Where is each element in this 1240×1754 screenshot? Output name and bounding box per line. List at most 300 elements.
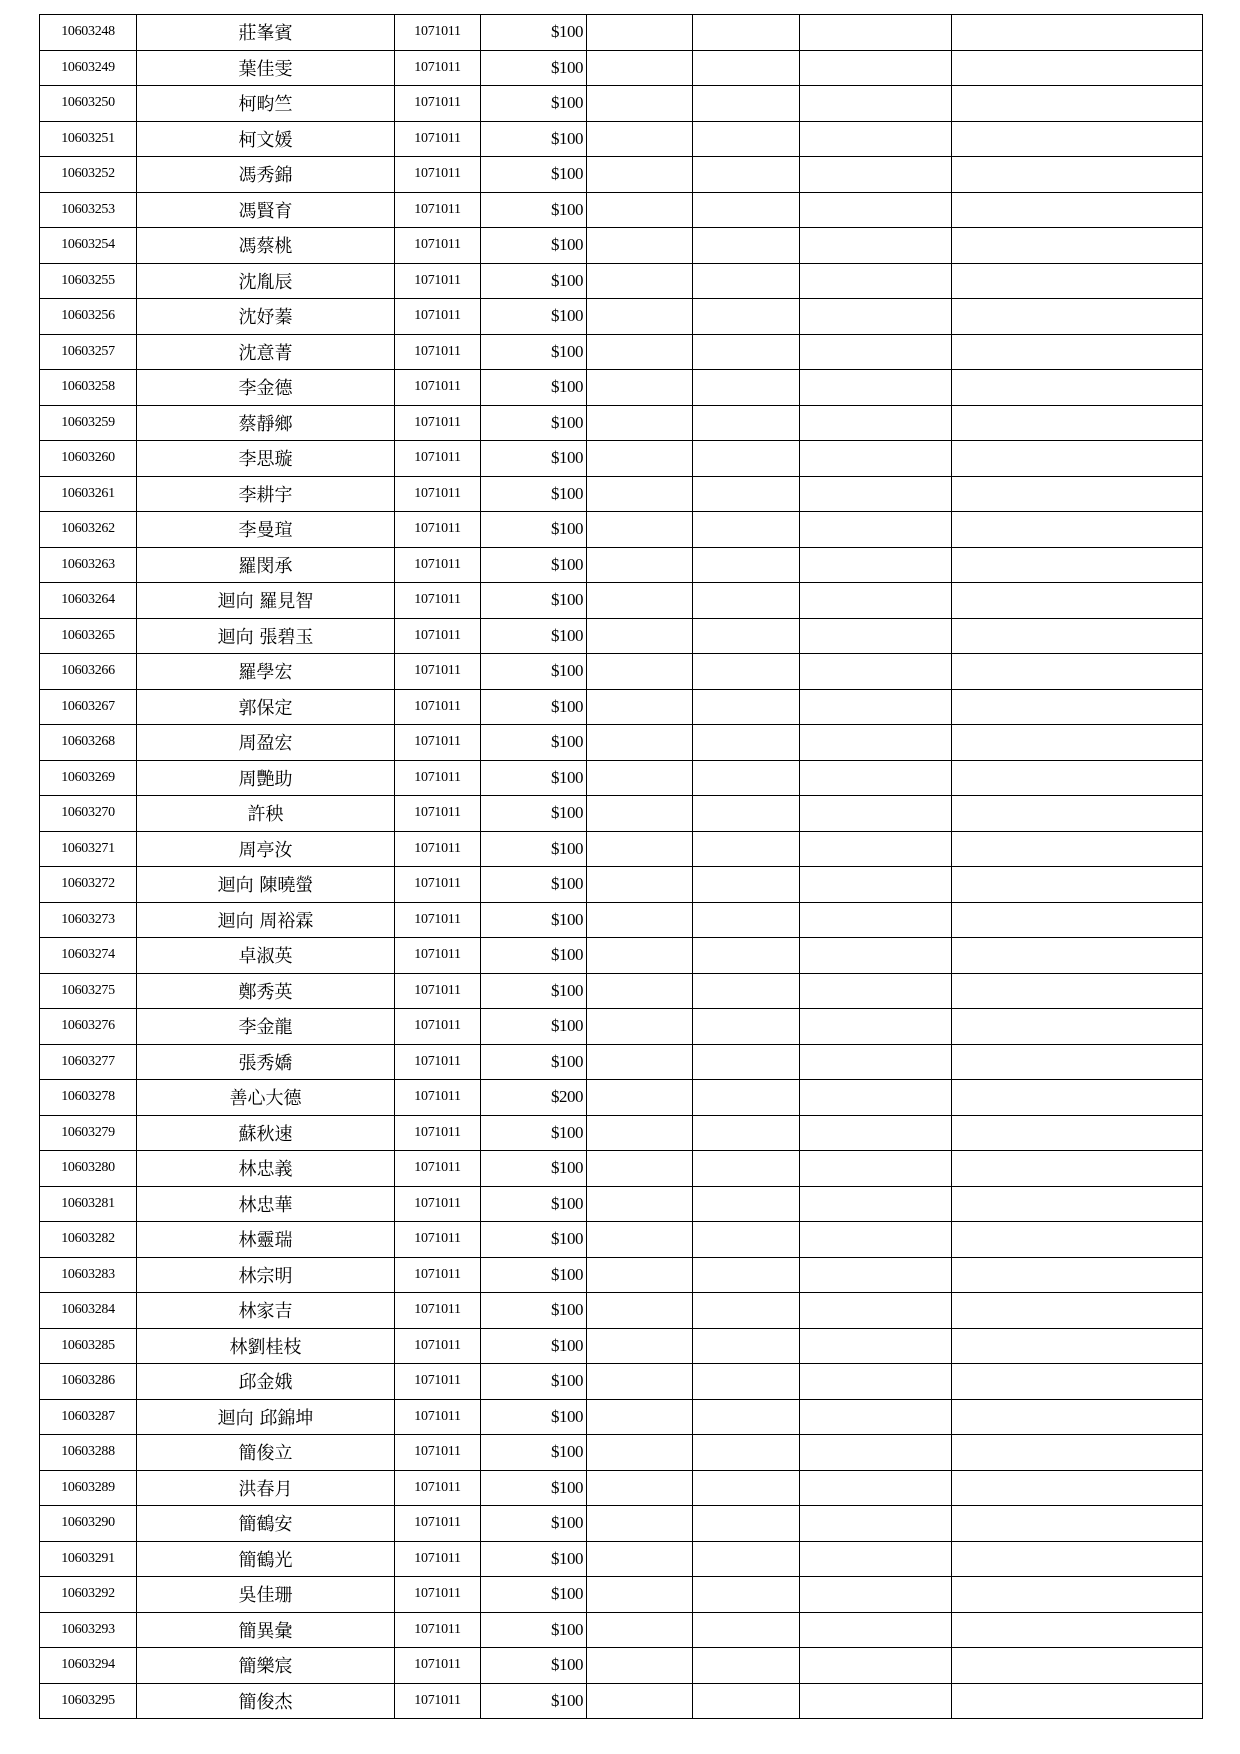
table-row — [40, 157, 1203, 193]
donation-date: 1071011 — [395, 1648, 481, 1684]
empty-cell — [587, 1257, 693, 1293]
empty-cell — [952, 86, 1203, 122]
empty-cell — [693, 618, 800, 654]
table-row — [40, 1080, 1203, 1116]
donor-name: 林靈瑞 — [137, 1222, 395, 1258]
empty-cell — [693, 121, 800, 157]
donation-date: 1071011 — [395, 441, 481, 477]
empty-cell — [587, 263, 693, 299]
empty-cell — [800, 1009, 952, 1045]
empty-cell — [800, 725, 952, 761]
empty-cell — [952, 938, 1203, 974]
table-row — [40, 121, 1203, 157]
receipt-id: 10603272 — [40, 867, 137, 903]
donation-date: 1071011 — [395, 1541, 481, 1577]
empty-cell — [587, 725, 693, 761]
empty-cell — [693, 938, 800, 974]
donation-date: 1071011 — [395, 157, 481, 193]
empty-cell — [952, 50, 1203, 86]
empty-cell — [952, 583, 1203, 619]
receipt-id: 10603255 — [40, 263, 137, 299]
empty-cell — [800, 902, 952, 938]
table-row — [40, 299, 1203, 335]
donor-name: 吳佳珊 — [137, 1577, 395, 1613]
receipt-id: 10603285 — [40, 1328, 137, 1364]
receipt-id: 10603260 — [40, 441, 137, 477]
empty-cell — [587, 441, 693, 477]
receipt-id: 10603295 — [40, 1683, 137, 1719]
table-row — [40, 831, 1203, 867]
donation-date: 1071011 — [395, 1151, 481, 1187]
empty-cell — [952, 157, 1203, 193]
empty-cell — [587, 1222, 693, 1258]
donation-date: 1071011 — [395, 192, 481, 228]
table-row — [40, 1364, 1203, 1400]
donor-name: 馮賢育 — [137, 192, 395, 228]
empty-cell — [800, 1683, 952, 1719]
table-row — [40, 973, 1203, 1009]
donation-date: 1071011 — [395, 512, 481, 548]
donation-amount: $100 — [481, 725, 587, 761]
empty-cell — [800, 654, 952, 690]
empty-cell — [800, 1293, 952, 1329]
empty-cell — [952, 902, 1203, 938]
empty-cell — [952, 725, 1203, 761]
empty-cell — [800, 1080, 952, 1116]
empty-cell — [693, 228, 800, 264]
donor-name: 周亭汝 — [137, 831, 395, 867]
receipt-id: 10603288 — [40, 1435, 137, 1471]
donor-name: 林宗明 — [137, 1257, 395, 1293]
empty-cell — [587, 121, 693, 157]
donor-name: 善心大德 — [137, 1080, 395, 1116]
empty-cell — [587, 1328, 693, 1364]
receipt-id: 10603254 — [40, 228, 137, 264]
empty-cell — [693, 1399, 800, 1435]
donation-amount: $100 — [481, 1328, 587, 1364]
receipt-id: 10603269 — [40, 760, 137, 796]
receipt-id: 10603253 — [40, 192, 137, 228]
empty-cell — [693, 1115, 800, 1151]
empty-cell — [587, 654, 693, 690]
receipt-id: 10603290 — [40, 1506, 137, 1542]
table-row — [40, 334, 1203, 370]
receipt-id: 10603259 — [40, 405, 137, 441]
donor-name: 莊峯賓 — [137, 15, 395, 51]
donation-date: 1071011 — [395, 1222, 481, 1258]
donation-amount: $100 — [481, 1257, 587, 1293]
empty-cell — [587, 1293, 693, 1329]
donation-date: 1071011 — [395, 1009, 481, 1045]
receipt-id: 10603252 — [40, 157, 137, 193]
table-row — [40, 902, 1203, 938]
table-row — [40, 370, 1203, 406]
empty-cell — [693, 86, 800, 122]
empty-cell — [952, 973, 1203, 1009]
donor-name: 簡俊杰 — [137, 1683, 395, 1719]
donation-amount: $100 — [481, 228, 587, 264]
table-row — [40, 583, 1203, 619]
table-row — [40, 228, 1203, 264]
empty-cell — [952, 760, 1203, 796]
donation-date: 1071011 — [395, 1044, 481, 1080]
empty-cell — [952, 1506, 1203, 1542]
receipt-id: 10603271 — [40, 831, 137, 867]
donation-amount: $100 — [481, 583, 587, 619]
empty-cell — [587, 1648, 693, 1684]
empty-cell — [587, 973, 693, 1009]
empty-cell — [693, 299, 800, 335]
empty-cell — [800, 760, 952, 796]
table-row — [40, 1648, 1203, 1684]
receipt-id: 10603265 — [40, 618, 137, 654]
empty-cell — [952, 1151, 1203, 1187]
empty-cell — [800, 1186, 952, 1222]
empty-cell — [693, 867, 800, 903]
donation-amount: $100 — [481, 1612, 587, 1648]
donation-date: 1071011 — [395, 1612, 481, 1648]
empty-cell — [952, 405, 1203, 441]
empty-cell — [587, 334, 693, 370]
donation-amount: $100 — [481, 796, 587, 832]
empty-cell — [800, 1044, 952, 1080]
donor-name: 簡異彙 — [137, 1612, 395, 1648]
empty-cell — [587, 1470, 693, 1506]
empty-cell — [693, 1328, 800, 1364]
donation-amount: $100 — [481, 50, 587, 86]
empty-cell — [587, 86, 693, 122]
donor-name: 簡鶴安 — [137, 1506, 395, 1542]
receipt-id: 10603261 — [40, 476, 137, 512]
empty-cell — [693, 1151, 800, 1187]
donation-date: 1071011 — [395, 1399, 481, 1435]
empty-cell — [952, 1257, 1203, 1293]
donation-date: 1071011 — [395, 1683, 481, 1719]
empty-cell — [800, 1541, 952, 1577]
table-row — [40, 86, 1203, 122]
receipt-id: 10603263 — [40, 547, 137, 583]
receipt-id: 10603262 — [40, 512, 137, 548]
table-row — [40, 1683, 1203, 1719]
empty-cell — [587, 50, 693, 86]
donor-name: 沈意菁 — [137, 334, 395, 370]
table-row — [40, 1044, 1203, 1080]
empty-cell — [800, 1470, 952, 1506]
donation-date: 1071011 — [395, 334, 481, 370]
donor-name: 卓淑英 — [137, 938, 395, 974]
empty-cell — [587, 1009, 693, 1045]
empty-cell — [693, 512, 800, 548]
empty-cell — [587, 192, 693, 228]
empty-cell — [587, 547, 693, 583]
table-row — [40, 15, 1203, 51]
empty-cell — [952, 334, 1203, 370]
donor-name: 洪春月 — [137, 1470, 395, 1506]
donation-amount: $100 — [481, 1435, 587, 1471]
donation-date: 1071011 — [395, 476, 481, 512]
empty-cell — [800, 583, 952, 619]
donor-name: 蔡靜鄉 — [137, 405, 395, 441]
empty-cell — [587, 405, 693, 441]
table-row — [40, 1009, 1203, 1045]
empty-cell — [800, 938, 952, 974]
donation-amount: $100 — [481, 405, 587, 441]
donation-amount: $100 — [481, 512, 587, 548]
empty-cell — [952, 263, 1203, 299]
empty-cell — [693, 15, 800, 51]
table-row — [40, 938, 1203, 974]
empty-cell — [587, 228, 693, 264]
empty-cell — [693, 547, 800, 583]
empty-cell — [952, 1399, 1203, 1435]
empty-cell — [800, 299, 952, 335]
donor-name: 周盈宏 — [137, 725, 395, 761]
donation-amount: $100 — [481, 263, 587, 299]
donation-amount: $100 — [481, 831, 587, 867]
donor-name: 李耕宇 — [137, 476, 395, 512]
empty-cell — [952, 689, 1203, 725]
donor-name: 張秀嬌 — [137, 1044, 395, 1080]
donation-date: 1071011 — [395, 689, 481, 725]
donation-date: 1071011 — [395, 1186, 481, 1222]
empty-cell — [693, 1648, 800, 1684]
receipt-id: 10603287 — [40, 1399, 137, 1435]
empty-cell — [587, 15, 693, 51]
donation-amount: $100 — [481, 192, 587, 228]
donation-amount: $100 — [481, 938, 587, 974]
donation-date: 1071011 — [395, 1257, 481, 1293]
empty-cell — [800, 157, 952, 193]
table-row — [40, 1612, 1203, 1648]
table-row — [40, 1399, 1203, 1435]
empty-cell — [587, 157, 693, 193]
donor-name: 柯畇竺 — [137, 86, 395, 122]
receipt-id: 10603286 — [40, 1364, 137, 1400]
receipt-id: 10603267 — [40, 689, 137, 725]
donation-date: 1071011 — [395, 121, 481, 157]
empty-cell — [800, 689, 952, 725]
donation-amount: $100 — [481, 1364, 587, 1400]
donation-amount: $100 — [481, 1541, 587, 1577]
empty-cell — [952, 15, 1203, 51]
donor-name: 周艷助 — [137, 760, 395, 796]
empty-cell — [800, 796, 952, 832]
donation-date: 1071011 — [395, 938, 481, 974]
donation-date: 1071011 — [395, 370, 481, 406]
table-row — [40, 1257, 1203, 1293]
donation-amount: $100 — [481, 1222, 587, 1258]
empty-cell — [952, 1577, 1203, 1613]
table-row — [40, 1293, 1203, 1329]
empty-cell — [587, 1044, 693, 1080]
donation-amount: $100 — [481, 1115, 587, 1151]
donation-amount: $100 — [481, 299, 587, 335]
empty-cell — [952, 1044, 1203, 1080]
empty-cell — [693, 1293, 800, 1329]
donation-amount: $100 — [481, 1044, 587, 1080]
empty-cell — [800, 334, 952, 370]
table-row — [40, 547, 1203, 583]
empty-cell — [800, 405, 952, 441]
donation-date: 1071011 — [395, 1293, 481, 1329]
table-row — [40, 441, 1203, 477]
donation-date: 1071011 — [395, 15, 481, 51]
empty-cell — [693, 902, 800, 938]
empty-cell — [800, 370, 952, 406]
donation-date: 1071011 — [395, 1577, 481, 1613]
donation-rows — [40, 15, 1203, 1719]
empty-cell — [952, 1080, 1203, 1116]
empty-cell — [587, 796, 693, 832]
table-row — [40, 725, 1203, 761]
table-row — [40, 654, 1203, 690]
table-row — [40, 1328, 1203, 1364]
empty-cell — [587, 1506, 693, 1542]
receipt-id: 10603291 — [40, 1541, 137, 1577]
empty-cell — [800, 228, 952, 264]
table-row — [40, 760, 1203, 796]
donation-date: 1071011 — [395, 1435, 481, 1471]
donor-name: 簡俊立 — [137, 1435, 395, 1471]
donor-name: 馮蔡桃 — [137, 228, 395, 264]
table-row — [40, 1222, 1203, 1258]
receipt-id: 10603281 — [40, 1186, 137, 1222]
receipt-id: 10603276 — [40, 1009, 137, 1045]
receipt-id: 10603249 — [40, 50, 137, 86]
empty-cell — [587, 1115, 693, 1151]
donation-amount: $100 — [481, 547, 587, 583]
donation-date: 1071011 — [395, 1470, 481, 1506]
donor-name: 李金龍 — [137, 1009, 395, 1045]
empty-cell — [587, 618, 693, 654]
empty-cell — [800, 192, 952, 228]
table-row — [40, 1186, 1203, 1222]
empty-cell — [693, 583, 800, 619]
empty-cell — [693, 50, 800, 86]
empty-cell — [952, 796, 1203, 832]
empty-cell — [800, 1648, 952, 1684]
empty-cell — [587, 1683, 693, 1719]
donation-amount: $100 — [481, 476, 587, 512]
donor-name: 李曼瑄 — [137, 512, 395, 548]
donation-amount: $100 — [481, 334, 587, 370]
empty-cell — [587, 370, 693, 406]
receipt-id: 10603257 — [40, 334, 137, 370]
empty-cell — [952, 121, 1203, 157]
donor-name: 郭保定 — [137, 689, 395, 725]
empty-cell — [587, 476, 693, 512]
empty-cell — [952, 831, 1203, 867]
receipt-id: 10603279 — [40, 1115, 137, 1151]
donor-name: 迴向 邱錦坤 — [137, 1399, 395, 1435]
empty-cell — [800, 547, 952, 583]
donation-amount: $100 — [481, 86, 587, 122]
table-row — [40, 1541, 1203, 1577]
empty-cell — [952, 192, 1203, 228]
donation-amount: $100 — [481, 760, 587, 796]
donation-date: 1071011 — [395, 1506, 481, 1542]
empty-cell — [800, 441, 952, 477]
table-row — [40, 1435, 1203, 1471]
empty-cell — [587, 583, 693, 619]
receipt-id: 10603284 — [40, 1293, 137, 1329]
empty-cell — [952, 1115, 1203, 1151]
empty-cell — [800, 86, 952, 122]
empty-cell — [952, 867, 1203, 903]
empty-cell — [693, 441, 800, 477]
empty-cell — [800, 15, 952, 51]
empty-cell — [587, 1541, 693, 1577]
empty-cell — [800, 476, 952, 512]
receipt-id: 10603289 — [40, 1470, 137, 1506]
donation-date: 1071011 — [395, 1328, 481, 1364]
donor-name: 馮秀錦 — [137, 157, 395, 193]
empty-cell — [800, 1506, 952, 1542]
donor-name: 沈妤蓁 — [137, 299, 395, 335]
donation-date: 1071011 — [395, 654, 481, 690]
empty-cell — [952, 1328, 1203, 1364]
donation-date: 1071011 — [395, 760, 481, 796]
donor-name: 蘇秋速 — [137, 1115, 395, 1151]
donor-name: 林劉桂枝 — [137, 1328, 395, 1364]
empty-cell — [952, 1612, 1203, 1648]
donation-amount: $100 — [481, 1009, 587, 1045]
empty-cell — [693, 1009, 800, 1045]
donor-name: 迴向 周裕霖 — [137, 902, 395, 938]
empty-cell — [587, 1364, 693, 1400]
empty-cell — [693, 370, 800, 406]
empty-cell — [693, 1364, 800, 1400]
donation-date: 1071011 — [395, 583, 481, 619]
empty-cell — [952, 1009, 1203, 1045]
donor-name: 邱金娥 — [137, 1364, 395, 1400]
empty-cell — [587, 1080, 693, 1116]
donation-date: 1071011 — [395, 1364, 481, 1400]
donation-amount: $100 — [481, 370, 587, 406]
table-row — [40, 263, 1203, 299]
empty-cell — [693, 405, 800, 441]
table-row — [40, 867, 1203, 903]
empty-cell — [952, 476, 1203, 512]
empty-cell — [693, 1044, 800, 1080]
receipt-id: 10603258 — [40, 370, 137, 406]
empty-cell — [587, 1435, 693, 1471]
receipt-id: 10603280 — [40, 1151, 137, 1187]
empty-cell — [952, 228, 1203, 264]
donation-date: 1071011 — [395, 1080, 481, 1116]
donation-amount: $100 — [481, 1648, 587, 1684]
donation-date: 1071011 — [395, 831, 481, 867]
empty-cell — [587, 1399, 693, 1435]
empty-cell — [693, 1222, 800, 1258]
empty-cell — [952, 654, 1203, 690]
empty-cell — [693, 1080, 800, 1116]
receipt-id: 10603274 — [40, 938, 137, 974]
receipt-id: 10603278 — [40, 1080, 137, 1116]
receipt-id: 10603294 — [40, 1648, 137, 1684]
empty-cell — [693, 1577, 800, 1613]
table-row — [40, 405, 1203, 441]
receipt-id: 10603283 — [40, 1257, 137, 1293]
donation-date: 1071011 — [395, 547, 481, 583]
receipt-id: 10603293 — [40, 1612, 137, 1648]
empty-cell — [693, 654, 800, 690]
empty-cell — [800, 1115, 952, 1151]
receipt-id: 10603264 — [40, 583, 137, 619]
empty-cell — [800, 512, 952, 548]
empty-cell — [587, 760, 693, 796]
empty-cell — [952, 370, 1203, 406]
